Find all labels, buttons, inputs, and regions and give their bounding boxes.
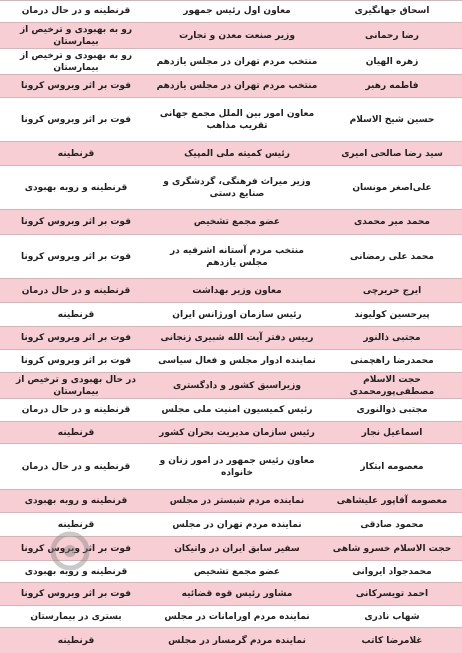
cell-status: قرنطینه و روبه بهبودی <box>0 561 152 583</box>
table-row <box>0 513 462 537</box>
table-row <box>0 628 462 653</box>
cell-name: فاطمه رهبر <box>322 75 462 98</box>
cell-status: فوت بر اثر ویروس کرونا <box>0 210 152 235</box>
table-row <box>0 561 462 583</box>
table-row <box>0 303 462 327</box>
cell-status: قرنطینه <box>0 628 152 653</box>
cell-status: فوت بر اثر ویروس کرونا <box>0 75 152 98</box>
table-row <box>0 210 462 235</box>
cell-status: قرنطینه و در حال درمان <box>0 279 152 303</box>
cell-role: سفیر سابق ایران در واتیکان <box>152 537 322 561</box>
cell-name: علی‌اصغر مونسان <box>322 166 462 210</box>
cell-status: فوت بر اثر ویروس کرونا <box>0 98 152 142</box>
cell-role: رییس دفتر آیت الله شبیری زنجانی <box>152 327 322 350</box>
cell-name: محمد میر محمدی <box>322 210 462 235</box>
cell-status: قرنطینه و در حال درمان <box>0 1 152 23</box>
cell-role: نماینده مردم اورامانات در مجلس <box>152 606 322 628</box>
table-row <box>0 22 462 48</box>
table-row <box>0 444 462 490</box>
table-row <box>0 279 462 303</box>
table-row <box>0 1 462 23</box>
cell-status: قرنطینه و در حال درمان <box>0 444 152 490</box>
cell-name: معصومه آقاپور علیشاهی <box>322 490 462 513</box>
cell-role: نماینده ادوار مجلس و فعال سیاسی <box>152 350 322 373</box>
cell-status: قرنطینه <box>0 422 152 444</box>
cell-role: عضو مجمع تشخیص <box>152 561 322 583</box>
cell-status: قرنطینه <box>0 142 152 166</box>
table-row <box>0 98 462 142</box>
cell-status: رو به بهبودی و ترخیص از بیمارستان <box>0 49 152 75</box>
cell-status: فوت بر اثر ویروس کرونا <box>0 235 152 279</box>
cell-name: شهاب نادری <box>322 606 462 628</box>
cell-role: منتخب مردم تهران در مجلس یازدهم <box>152 49 322 75</box>
table-row <box>0 537 462 561</box>
cell-name: حجت الاسلام خسرو شاهی <box>322 537 462 561</box>
cell-role: عضو مجمع تشخیص <box>152 210 322 235</box>
cell-name: رضا رحمانی <box>322 22 462 48</box>
cell-role: نماینده مردم شبستر در مجلس <box>152 490 322 513</box>
cell-name: محمود صادقی <box>322 513 462 537</box>
cell-status: فوت بر اثر ویروس کرونا <box>0 583 152 606</box>
table-row <box>0 350 462 373</box>
cell-status: قرنطینه <box>0 303 152 327</box>
cell-status: قرنطینه و در حال درمان <box>0 399 152 422</box>
cell-role: رئیس سازمان اورژانس ایران <box>152 303 322 327</box>
table-row <box>0 399 462 422</box>
cell-role: منتخب مردم آستانه اشرفیه در مجلس یازدهم <box>152 235 322 279</box>
cell-status: قرنطینه و روبه بهبودی <box>0 166 152 210</box>
table-row <box>0 75 462 98</box>
cell-status: رو به بهبودی و ترخیص از بیمارستان <box>0 22 152 48</box>
cell-role: منتخب مردم تهران در مجلس یازدهم <box>152 75 322 98</box>
cell-status: قرنطینه <box>0 513 152 537</box>
table-row <box>0 373 462 399</box>
table-row <box>0 583 462 606</box>
cell-status: فوت بر اثر ویروس کرونا <box>0 537 152 561</box>
cell-status: فوت بر اثر ویروس کرونا <box>0 327 152 350</box>
cell-role: نماینده مردم تهران در مجلس <box>152 513 322 537</box>
table-row <box>0 142 462 166</box>
cell-name: اسماعیل نجار <box>322 422 462 444</box>
cell-name: مجتبی ذالنور <box>322 327 462 350</box>
cell-name: ایرج حریرچی <box>322 279 462 303</box>
cell-name: محمدرضا راهچمنی <box>322 350 462 373</box>
cell-role: رئیس کمیسیون امنیت ملی مجلس <box>152 399 322 422</box>
cell-name: سید رضا صالحی امیری <box>322 142 462 166</box>
cell-name: محمدجواد ایروانی <box>322 561 462 583</box>
table-row <box>0 490 462 513</box>
cell-name: محمد علی رمضانی <box>322 235 462 279</box>
cell-role: رئیس سازمان مدیریت بحران کشور <box>152 422 322 444</box>
cell-name: حسین شیخ الاسلام <box>322 98 462 142</box>
cell-status: فوت بر اثر ویروس کرونا <box>0 350 152 373</box>
table-row <box>0 327 462 350</box>
cell-role: رئیس کمیته ملی المپیک <box>152 142 322 166</box>
cell-role: وزیر میراث فرهنگی، گردشگری و صنایع دستی <box>152 166 322 210</box>
cell-name: غلامرضا کاتب <box>322 628 462 653</box>
cell-role: معاون وزیر بهداشت <box>152 279 322 303</box>
cell-role: وزیر صنعت معدن و تجارت <box>152 22 322 48</box>
table-row <box>0 235 462 279</box>
cell-role: معاون امور بین الملل مجمع جهانی تقریب مذاهب <box>152 98 322 142</box>
cell-role: وزیراسبق کشور و دادگستری <box>152 373 322 399</box>
cell-role: نماینده مردم گرمسار در مجلس <box>152 628 322 653</box>
cell-status: در حال بهبودی و ترخیص از بیمارستان <box>0 373 152 399</box>
cell-status: قرنطینه و روبه بهبودی <box>0 490 152 513</box>
cell-name: اسحاق جهانگیری <box>322 1 462 23</box>
cell-status: بستری در بیمارستان <box>0 606 152 628</box>
cell-name: پیرحسین کولیوند <box>322 303 462 327</box>
table-row <box>0 606 462 628</box>
table-body <box>0 1 462 653</box>
cell-name: مجتبی ذوالنوری <box>322 399 462 422</box>
table-row <box>0 49 462 75</box>
cell-name: حجت الاسلام مصطفی‌پورمحمدی <box>322 373 462 399</box>
cell-role: معاون رئیس جمهور در امور زنان و خانواده <box>152 444 322 490</box>
cell-name: احمد تویسرکانی <box>322 583 462 606</box>
table-row <box>0 166 462 210</box>
cell-name: معصومه ابتکار <box>322 444 462 490</box>
cell-role: معاون اول رئیس جمهور <box>152 1 322 23</box>
table-row <box>0 422 462 444</box>
cell-role: مشاور رئیس قوه قضائیه <box>152 583 322 606</box>
cell-name: زهره الهیان <box>322 49 462 75</box>
